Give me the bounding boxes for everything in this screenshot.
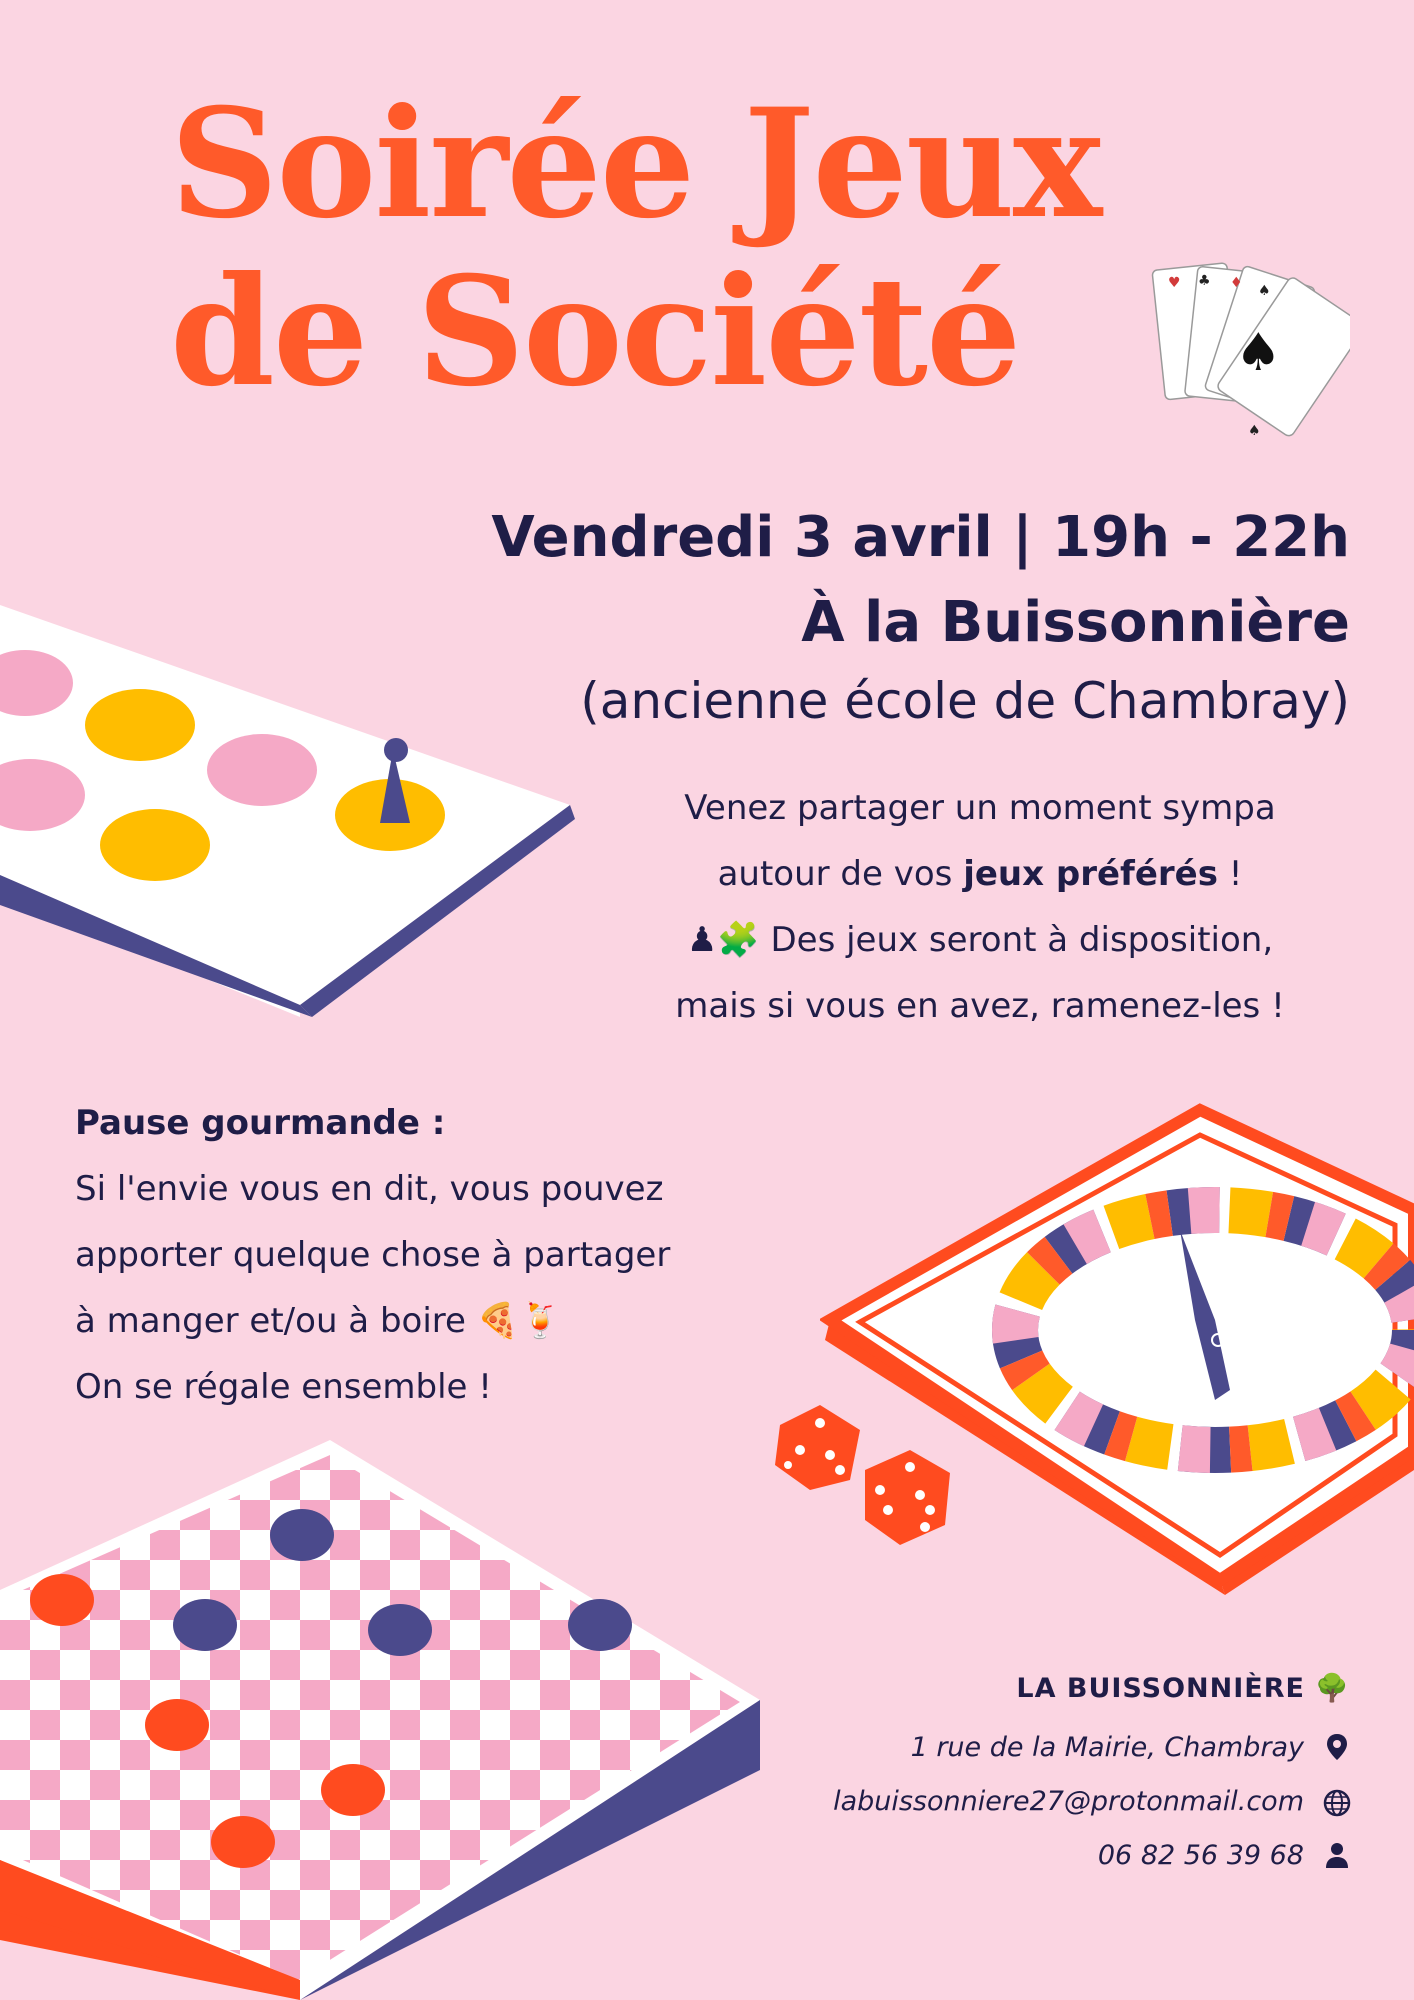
purple-checker-icon xyxy=(270,1509,334,1561)
person-icon xyxy=(1322,1840,1352,1870)
intro-line-1: Venez partager un moment sympa xyxy=(684,788,1276,828)
purple-checker-icon xyxy=(173,1599,237,1651)
chess-puzzle-emoji: ♟🧩 xyxy=(686,920,760,960)
red-checker-icon xyxy=(145,1699,209,1751)
contact-address: 1 rue de la Mairie, Chambray xyxy=(910,1732,1304,1763)
location-pin-icon xyxy=(1322,1732,1352,1762)
purple-checker-icon xyxy=(368,1604,432,1656)
intro-line-3-text: Des jeux seront à disposition, xyxy=(759,920,1274,960)
die-icon xyxy=(865,1450,950,1545)
event-place: À la Buissonnière xyxy=(801,590,1350,655)
svg-text:♠: ♠ xyxy=(1248,423,1261,439)
intro-highlight: jeux préférés xyxy=(963,854,1218,894)
heart-suit-icon: ♥ xyxy=(1168,275,1181,291)
food-line-3-text: à manger et/ou à boire xyxy=(75,1301,466,1341)
food-line-1: Si l'envie vous en dit, vous pouvez xyxy=(75,1169,664,1209)
intro-paragraph xyxy=(630,775,1330,1039)
intro-line-2-prefix: autour de vos xyxy=(717,854,964,894)
food-section xyxy=(75,1090,795,1420)
intro-line-3 xyxy=(630,907,1330,973)
tree-emoji: 🌳 xyxy=(1304,1673,1350,1704)
food-line-2: apporter quelque chose à partager xyxy=(75,1235,671,1275)
red-checker-icon xyxy=(30,1574,94,1626)
contact-phone[interactable]: 06 82 56 39 68 xyxy=(1097,1840,1304,1871)
title-line-2: de Société xyxy=(170,244,1020,420)
club-suit-icon: ♣ xyxy=(1198,273,1211,289)
event-place-note: (ancienne école de Chambray) xyxy=(580,672,1350,730)
purple-checker-icon xyxy=(568,1599,632,1651)
org-name-text: LA BUISSONNIÈRE xyxy=(1016,1673,1305,1704)
contact-email[interactable]: labuissonniere27@protonmail.com xyxy=(833,1786,1304,1817)
playing-cards-illustration xyxy=(1150,255,1350,450)
organization-name xyxy=(1016,1672,1350,1704)
event-date-time: Vendredi 3 avril | 19h - 22h xyxy=(491,505,1350,570)
pizza-drink-emoji: 🍕🍹 xyxy=(465,1301,562,1341)
red-checker-icon xyxy=(211,1816,275,1868)
title-line-1: Soirée Jeux xyxy=(170,76,1101,252)
diamond-suit-icon: ♦ xyxy=(1230,275,1243,291)
poster-title xyxy=(170,76,1270,420)
intro-line-2 xyxy=(630,841,1330,907)
dice-illustration xyxy=(770,1395,960,1555)
food-heading: Pause gourmande : xyxy=(75,1103,446,1143)
die-icon xyxy=(775,1405,860,1490)
food-line-4: On se régale ensemble ! xyxy=(75,1367,492,1407)
pawn-board-illustration xyxy=(0,605,580,1025)
svg-text:♠: ♠ xyxy=(1258,283,1271,299)
globe-icon xyxy=(1322,1788,1352,1818)
red-checker-icon xyxy=(321,1764,385,1816)
intro-line-2-suffix: ! xyxy=(1217,854,1243,894)
food-line-3 xyxy=(75,1288,795,1354)
spade-suit-icon: ♠ xyxy=(1235,323,1282,383)
intro-line-4: mais si vous en avez, ramenez-les ! xyxy=(675,986,1285,1026)
checkers-board-illustration xyxy=(0,1440,770,2000)
